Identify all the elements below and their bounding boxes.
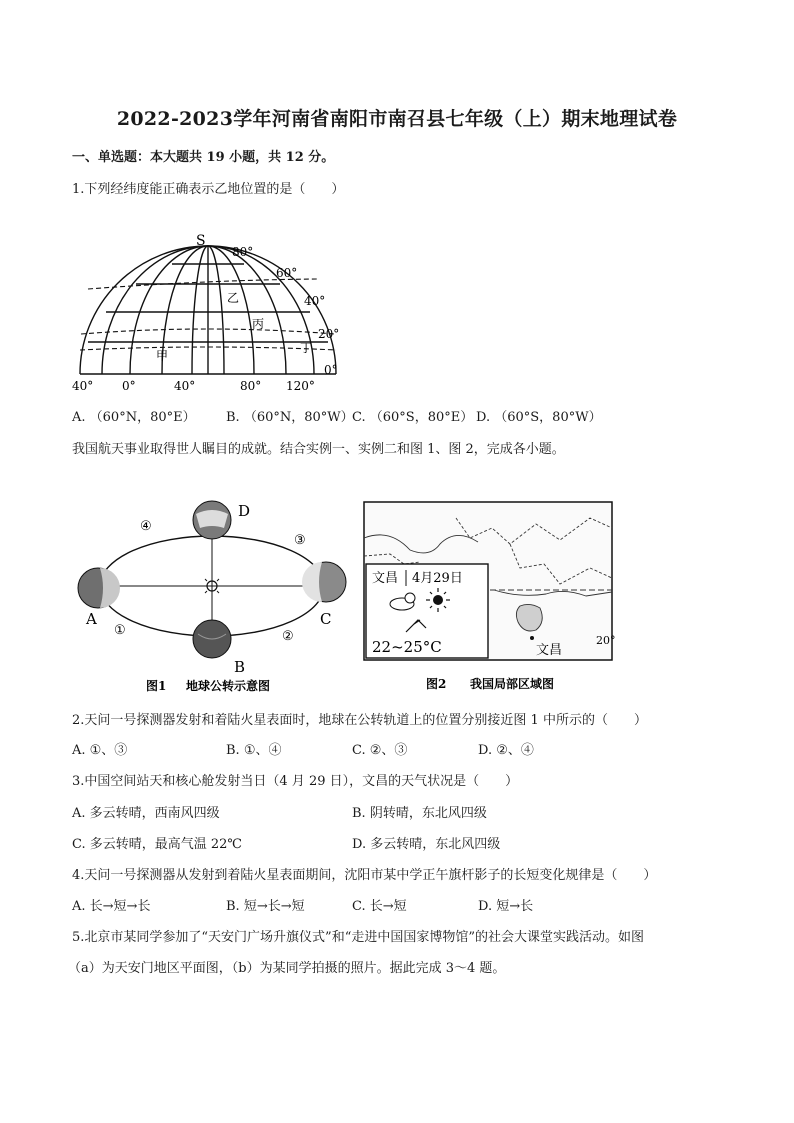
earth-revolution-figure (76, 494, 350, 696)
weather-panel (366, 564, 488, 658)
q1-option-d[interactable]: D. （60°S，80°W） (476, 410, 602, 425)
q2-option-d[interactable]: D. ②、④ (478, 743, 534, 758)
position-label-b: B (234, 658, 246, 676)
weather-city: 文昌 (372, 571, 399, 586)
q1-option-b[interactable]: B. （60°N，80°W） (226, 410, 354, 425)
meridian (208, 246, 224, 374)
question-1-stem: 1.下列经纬度能正确表示乙地位置的是（ ） (72, 182, 345, 197)
figure-1-number: 图1 (146, 679, 167, 693)
question-3-stem: 3.中国空间站天和核心舱发射当日（4 月 29 日），文昌的天气状况是（ ） (72, 774, 519, 789)
q3-option-b[interactable]: B. 阴转晴，东北风四级 (352, 806, 487, 821)
figure-1-caption: 地球公转示意图 (186, 679, 271, 693)
lat-label: 40° (304, 294, 326, 308)
orbit-number: ② (282, 629, 294, 644)
weather-date: 4月29日 (412, 571, 463, 586)
figure-2-number: 图2 (426, 677, 447, 691)
regional-map-figure (360, 498, 616, 694)
q3-option-d[interactable]: D. 多云转晴，东北风四级 (352, 837, 501, 852)
section-header: 一、单选题：本大题共 19 小题，共 12 分。 (72, 150, 335, 165)
lon-label: 80° (240, 379, 262, 392)
question-5-stem-line-2: （a）为天安门地区平面图，（b）为某同学拍摄的照片。据此完成 3～4 题。 (68, 961, 506, 976)
q2-option-a[interactable]: A. ①、③ (72, 743, 128, 758)
point-label-jia: 甲 (156, 349, 169, 363)
map-place-label: 文昌 (536, 643, 563, 658)
latitude-label: 20° (596, 634, 616, 647)
page-title: 2022-2023学年河南省南阳市南召县七年级（上）期末地理试卷 (116, 108, 678, 130)
q2-option-b[interactable]: B. ①、④ (226, 743, 282, 758)
q4-option-b[interactable]: B. 短→长→短 (226, 899, 305, 914)
orbit-number: ③ (294, 533, 306, 548)
earth-b-icon (193, 620, 231, 658)
q3-option-a[interactable]: A. 多云转晴，西南风四级 (72, 806, 220, 821)
meridian (208, 246, 254, 374)
q4-option-a[interactable]: A. 长→短→长 (72, 899, 151, 914)
lon-label: 0° (122, 379, 136, 392)
lon-label: 120° (286, 379, 315, 392)
city-marker (530, 636, 534, 640)
q4-option-c[interactable]: C. 长→短 (352, 899, 407, 914)
q2-option-c[interactable]: C. ②、③ (352, 743, 408, 758)
q1-option-c[interactable]: C. （60°S，80°E） (352, 410, 474, 425)
q3-option-c[interactable]: C. 多云转晴，最高气温 22℃ (72, 837, 242, 852)
point-label-ding: 丁 (300, 341, 313, 355)
orbit-number: ④ (140, 519, 152, 534)
question-2-stem: 2.天问一号探测器发射和着陆火星表面时，地球在公转轨道上的位置分别接近图 1 中所示的（ ） (72, 713, 647, 728)
position-label-a: A (86, 610, 97, 628)
lat-label: 60° (276, 266, 298, 280)
hemisphere-grid-figure (68, 232, 358, 392)
lat-label: 0° (324, 363, 338, 377)
temperature-range: 22~25°C (372, 638, 442, 656)
orbit-number: ① (114, 623, 126, 638)
lon-label: 40° (174, 379, 196, 392)
question-4-stem: 4.天问一号探测器从发射到着陆火星表面期间，沈阳市某中学正午旗杆影子的长短变化规律是（ ） (72, 868, 657, 883)
earth-a-icon (78, 568, 120, 608)
earth-c-icon (302, 562, 346, 602)
lat-label: 80° (232, 245, 254, 259)
lat-label: 20° (318, 327, 340, 341)
group-intro: 我国航天事业取得世人瞩目的成就。结合实例一、实例二和图 1、图 2，完成各小题。 (72, 442, 565, 457)
earth-d-icon (193, 501, 231, 539)
pole-label: S (196, 233, 206, 249)
position-label-c: C (320, 610, 332, 628)
meridian (192, 246, 208, 374)
lon-label: 40° (72, 379, 94, 392)
point-label-bing: 丙 (252, 317, 265, 331)
q1-option-a[interactable]: A. （60°N，80°E） (72, 410, 196, 425)
point-label-yi: 乙 (227, 291, 240, 305)
meridian (162, 246, 208, 374)
position-label-d: D (238, 502, 251, 520)
question-5-stem-line-1: 5.北京市某同学参加了“天安门广场升旗仪式”和“走进中国国家博物馆”的社会大课堂实践活动。如图 (72, 930, 644, 945)
figure-2-caption: 我国局部区域图 (470, 677, 555, 691)
q4-option-d[interactable]: D. 短→长 (478, 899, 534, 914)
